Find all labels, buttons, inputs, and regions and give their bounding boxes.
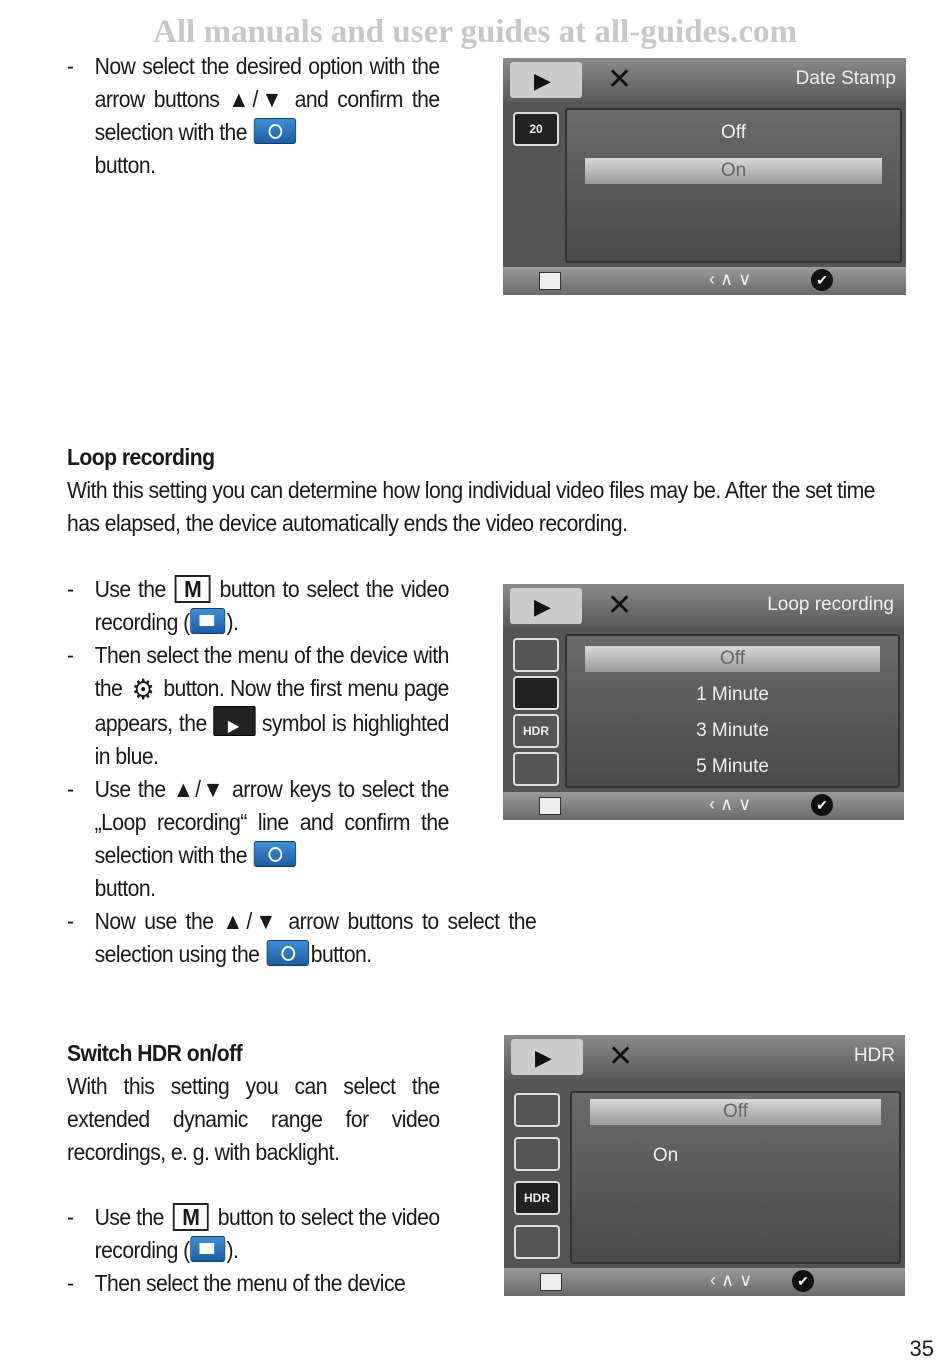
screen-title: Loop recording <box>767 594 894 615</box>
date-stamp-screen <box>503 58 906 295</box>
hdr-icon: HDR <box>513 714 559 748</box>
tools-icon: ✕ <box>607 589 633 622</box>
bullet-text: button. <box>94 152 156 178</box>
screen-title: Date Stamp <box>795 68 896 89</box>
step-text: symbol is highlighted in blue. <box>94 710 449 769</box>
resolution-icon <box>513 638 559 672</box>
option-list <box>565 108 902 263</box>
gear-icon: ⚙ <box>131 674 155 705</box>
step-text: ). <box>226 1237 239 1263</box>
film-icon <box>213 706 255 736</box>
step-text: button. <box>94 875 156 901</box>
hdr-icon: HDR <box>514 1181 560 1215</box>
m-button-icon: M <box>173 1203 208 1231</box>
step-text: button to select the video recording ( <box>94 576 449 635</box>
step-text: Use the <box>94 1204 164 1230</box>
step-text: Use the <box>94 576 166 602</box>
video-menu-icon <box>511 1039 583 1075</box>
option-1-minute[interactable]: 1 Minute <box>696 684 769 705</box>
exposure-icon <box>513 752 559 786</box>
video-menu-icon <box>510 62 582 98</box>
hdr-screen <box>504 1035 905 1296</box>
screen-bottom-bar <box>503 792 904 820</box>
navigation-arrows-icon: ‹ ∧ ∨ <box>709 794 752 814</box>
confirm-check-icon: ✔ <box>811 794 833 816</box>
step-text: ). <box>226 609 239 635</box>
loop-step-1 <box>67 573 449 639</box>
loop-heading: Loop recording <box>67 444 215 470</box>
bullet-text: Now select the desired option with the arrow buttons ▲/▼ and confirm the selection with the <box>94 53 440 145</box>
hdr-step-2 <box>67 1267 440 1300</box>
step-text: button. Now the first menu page appears, the <box>94 675 449 736</box>
date-stamp-icon: 20 <box>513 112 559 146</box>
option-3-minute[interactable]: 3 Minute <box>696 720 769 741</box>
navigation-arrows-icon: ‹ ∧ ∨ <box>710 1270 753 1290</box>
m-button-icon: M <box>175 575 210 603</box>
option-on[interactable]: On <box>652 1145 679 1166</box>
camera-icon <box>254 841 296 867</box>
menu-icon <box>539 272 561 290</box>
resolution-icon <box>514 1093 560 1127</box>
step-text: Then select the menu of the device with the <box>94 642 449 701</box>
option-off[interactable]: Off <box>590 1099 881 1125</box>
step-text: Then select the menu of the device <box>94 1270 406 1296</box>
hdr-intro: With this setting you can select the extended dynamic range for video recordings, e. g. with backlight. <box>67 1073 440 1165</box>
screen-top-bar <box>503 58 906 102</box>
watermark: All manuals and user guides at all-guides.com <box>153 14 797 50</box>
page-number: 35 <box>909 1336 934 1361</box>
loop-icon <box>513 676 559 710</box>
loop-step-2 <box>67 639 449 773</box>
camera-icon <box>267 940 309 966</box>
loop-intro: With this setting you can determine how long individual video files may be. After the set time has elapsed, the device automatically ends the video recording. <box>67 477 875 536</box>
step-text: Use the ▲/▼ arrow keys to select the „Loop recording“ line and confirm the selection with the <box>94 776 449 868</box>
loop-step-3 <box>67 773 449 905</box>
screen-title: HDR <box>853 1045 895 1066</box>
option-off[interactable]: Off <box>585 646 880 672</box>
hdr-steps <box>67 1201 440 1300</box>
loop-recording-screen <box>503 584 904 820</box>
option-off[interactable]: Off <box>721 122 746 143</box>
option-list <box>565 634 900 788</box>
screen-top-bar <box>504 1035 905 1079</box>
step-text: button. <box>310 941 372 967</box>
navigation-arrows-icon: ‹ ∧ ∨ <box>709 269 752 289</box>
screen-top-bar <box>503 584 904 628</box>
step-text: Now use the ▲/▼ arrow buttons to select the selection using the <box>94 908 537 967</box>
option-5-minute[interactable]: 5 Minute <box>696 756 769 777</box>
menu-icon <box>540 1273 562 1291</box>
tools-icon: ✕ <box>608 1040 634 1073</box>
hdr-heading: Switch HDR on/off <box>67 1040 243 1066</box>
camera-icon <box>254 118 296 144</box>
video-camera-icon <box>191 608 226 634</box>
hdr-step-1 <box>67 1201 440 1267</box>
video-camera-icon <box>191 1236 226 1262</box>
confirm-check-icon: ✔ <box>811 269 833 291</box>
exposure-icon <box>514 1225 560 1259</box>
step-text: button to select the video recording ( <box>94 1204 440 1263</box>
menu-icon <box>539 797 561 815</box>
loop-step-4 <box>67 905 536 971</box>
loop-icon <box>514 1137 560 1171</box>
screen-bottom-bar <box>504 1268 905 1296</box>
confirm-check-icon: ✔ <box>792 1270 814 1292</box>
screen-bottom-bar <box>503 267 906 295</box>
video-menu-icon <box>510 588 582 624</box>
option-on[interactable]: On <box>585 158 882 184</box>
tools-icon: ✕ <box>607 63 633 96</box>
option-list <box>570 1091 901 1264</box>
date-stamp-bullet <box>67 50 440 182</box>
date-stamp-text <box>67 50 440 182</box>
